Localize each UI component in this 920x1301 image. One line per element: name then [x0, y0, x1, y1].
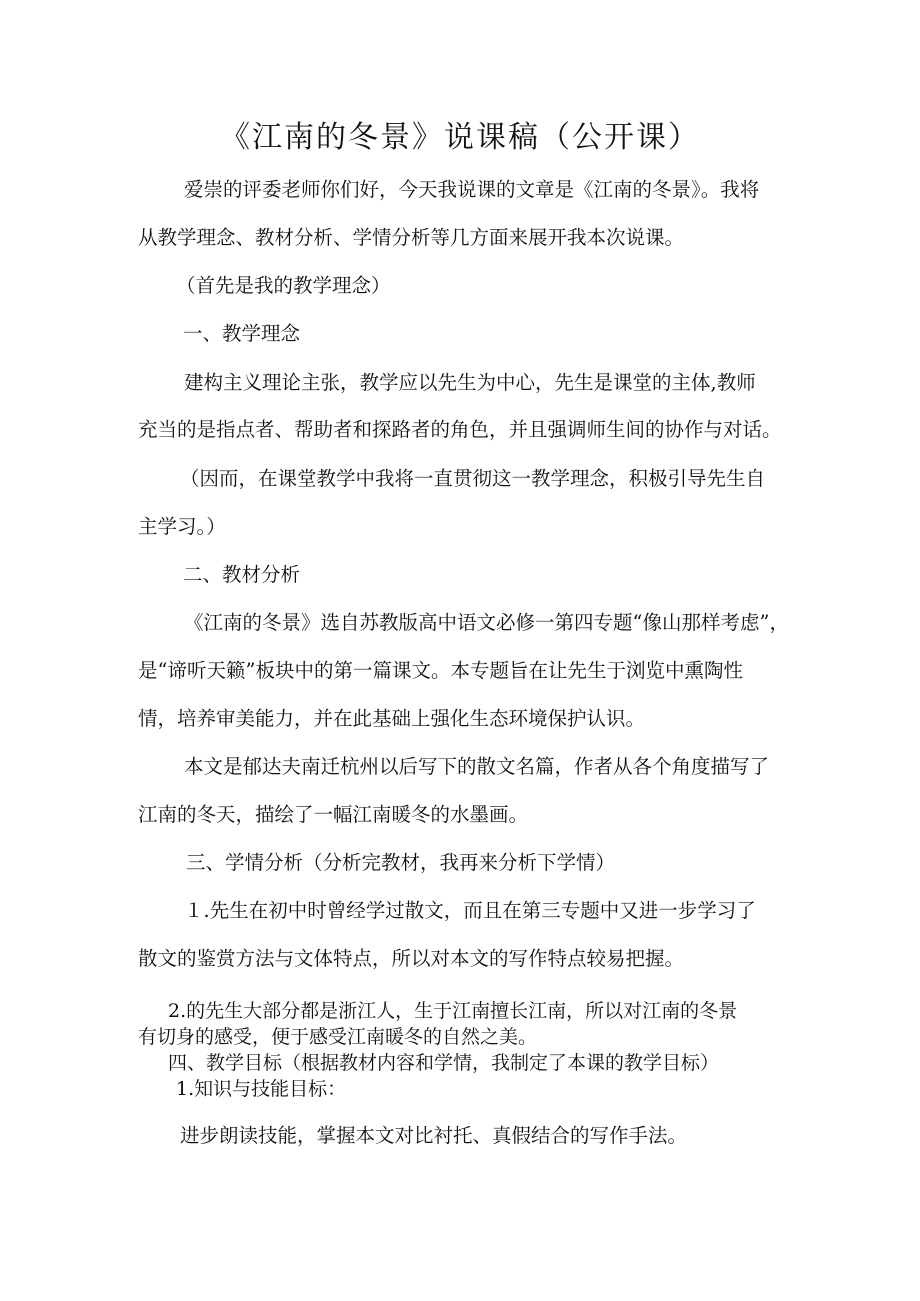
paragraph-line: 主学习。）: [138, 515, 226, 538]
paragraph-line: 是“谛听天籁”板块中的第一篇课文。本专题旨在让先生于浏览中熏陶性: [138, 659, 743, 682]
paragraph-line: （首先是我的教学理念）: [176, 274, 391, 297]
paragraph-line: 《江南的冬景》选自苏教版高中语文必修一第四专题“像山那样考虑”，: [184, 611, 789, 634]
paragraph-line: 本文是郁达夫南迁杭州以后写下的散文名篇，作者从各个角度描写了: [184, 755, 770, 778]
section-heading: 三、学情分析（分析完教材，我再来分析下学情）: [186, 851, 616, 874]
paragraph-line: 情，培养审美能力，并在此基础上强化生态环境保护认识。: [138, 707, 646, 730]
paragraph-line: 进步朗读技能，掌握本文对比衬托、真假结合的写作手法。: [180, 1124, 688, 1147]
section-heading: 四、教学目标（根据教材内容和学情，我制定了本课的教学目标）: [168, 1052, 720, 1074]
paragraph-line: 江南的冬天，描绘了一幅江南暖冬的水墨画。: [138, 803, 529, 826]
paragraph-line: 散文的鉴赏方法与文体特点，所以对本文的写作特点较易把握。: [138, 947, 685, 970]
paragraph-line: 建构主义理论主张，教学应以先生为中心，先生是课堂的主体,教师: [184, 371, 756, 394]
section-heading: 二、教材分析: [183, 563, 301, 586]
paragraph-line: １.先生在初中时曾经学过散文，而且在第三专题中又进一步学习了: [184, 899, 756, 922]
paragraph-line: 爱崇的评委老师你们好，今天我说课的文章是《江南的冬景》。我将: [184, 178, 760, 201]
paragraph-line: （因而，在课堂教学中我将一直贯彻这一教学理念，积极引导先生自: [180, 467, 766, 490]
paragraph-line: 从教学理念、教材分析、学情分析等几方面来展开我本次说课。: [138, 226, 685, 249]
paragraph-line: 充当的是指点者、帮助者和探路者的角色，并且强调师生间的协作与对话。: [138, 418, 782, 441]
section-heading: 一、教学理念: [183, 322, 301, 345]
paragraph-line: 有切身的感受，便于感受江南暖冬的自然之美。: [138, 1026, 538, 1048]
paragraph-line: 2.的先生大部分都是浙江人，生于江南擅长江南，所以对江南的冬景: [168, 1000, 738, 1022]
document-title: 《江南的冬景》说课稿（公开课）: [220, 120, 700, 155]
subsection-heading: 1.知识与技能目标：: [176, 1078, 347, 1100]
